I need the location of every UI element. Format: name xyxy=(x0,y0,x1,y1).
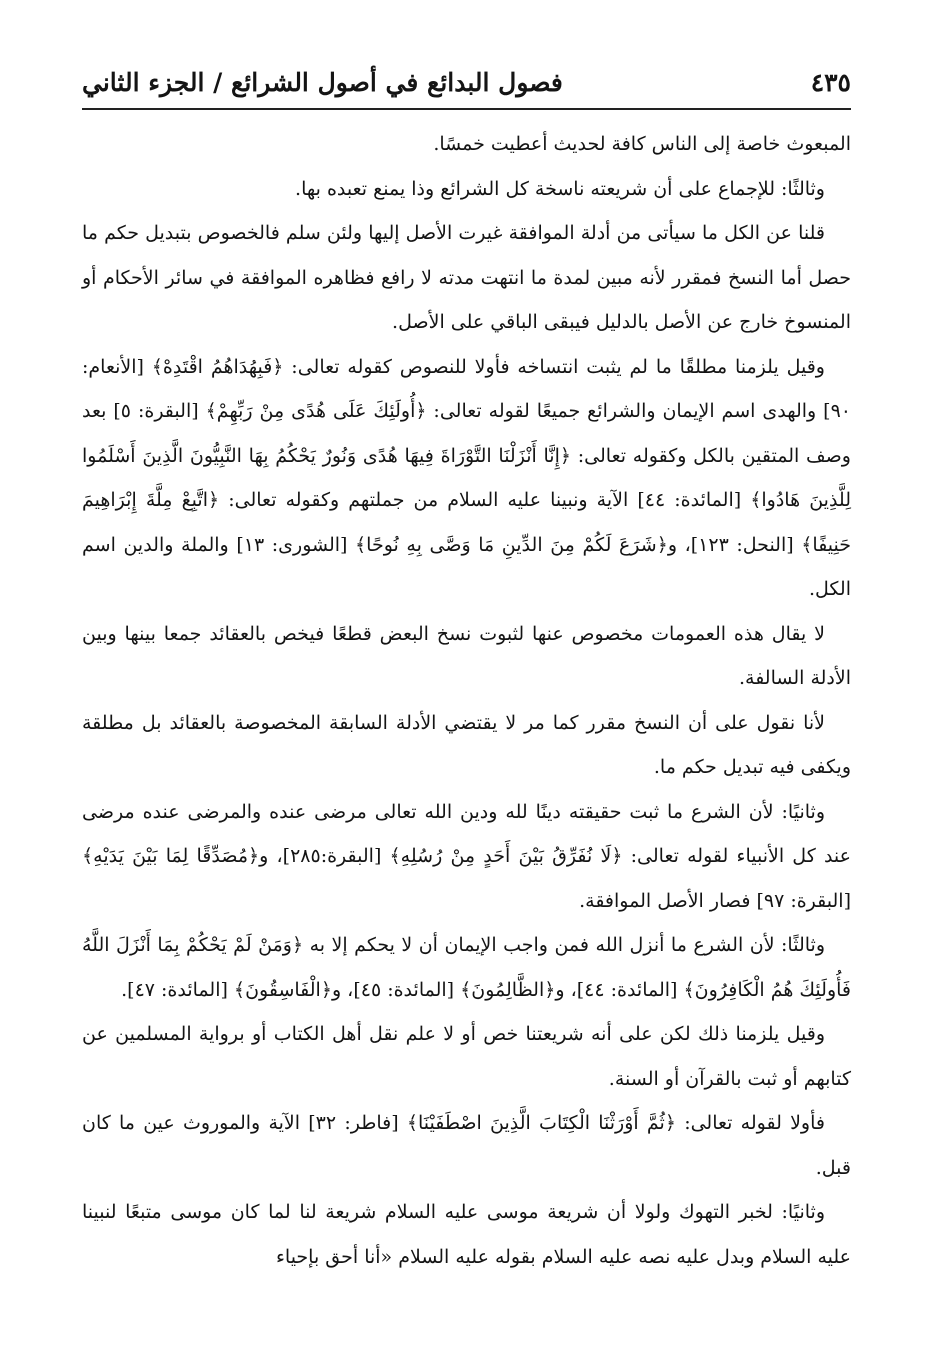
page-number: ٤٣٥ xyxy=(810,67,851,97)
paragraph: قلنا عن الكل ما سيأتى من أدلة الموافقة غيرت الأصل إليها ولئن سلم فالخصوص بتبديل حكم ما حصل أما النسخ فمقرر لأنه مبين لمدة ما انتهت مدته لا رافع فظاهره الموافقة في سائر الأحكام أو المنسوخ خارج عن الأصل بالدليل فيبقى الباقي على الأصل. xyxy=(82,222,851,333)
paragraph: لا يقال هذه العمومات مخصوص عنها لثبوت نسخ البعض قطعًا فيخص بالعقائد جمعا بينها وبين الأدلة السالفة. xyxy=(82,622,851,689)
paragraph: وقيل يلزمنا مطلقًا ما لم يثبت انتساخه فأولا للنصوص كقوله تعالى: ﴿فَبِهُدَاهُمُ اقْتَدِهْ﴾ [الأنعام: ٩٠] والهدى اسم الإيمان والشرائع جميعًا لقوله تعالى: ﴿أُولَئِكَ عَلَى هُدًى مِنْ رَبِّهِمْ﴾ [البقرة: ٥] بعد وصف المتقين بالكل وكقوله تعالى: ﴿إِنَّا أَنْزَلْنَا التَّوْرَاةَ فِيهَا هُدًى وَنُورٌ يَحْكُمُ بِهَا النَّبِيُّونَ الَّذِينَ أَسْلَمُوا لِلَّذِينَ هَادُوا﴾ [المائدة: ٤٤] الآية ونبينا عليه السلام من جملتهم وكقوله تعالى: ﴿اتَّبِعْ مِلَّةَ إِبْرَاهِيمَ حَنِيفًا﴾ [النحل: ١٢٣]، و﴿شَرَعَ لَكُمْ مِنَ الدِّينِ مَا وَصَّى بِهِ نُوحًا﴾ [الشورى: ١٣] والملة والدين اسم الكل. xyxy=(82,355,852,600)
page-header xyxy=(82,58,851,106)
paragraph: وقيل يلزمنا ذلك لكن على أنه شريعتنا خص أو لا علم نقل أهل الكتاب أو برواية المسلمين عن كتابهم أو ثبت بالقرآن أو السنة. xyxy=(82,1023,851,1090)
paragraph: لأنا نقول على أن النسخ مقرر كما مر لا يقتضي الأدلة السابقة المخصوصة بالعقائد بل مطلقة ويكفى فيه تبديل حكم ما. xyxy=(82,711,851,778)
paragraph: المبعوث خاصة إلى الناس كافة لحديث أعطيت خمسًا. xyxy=(433,133,851,155)
body-text xyxy=(82,122,851,1279)
paragraph: فأولا لقوله تعالى: ﴿ثُمَّ أَوْرَثْنَا الْكِتَابَ الَّذِينَ اصْطَفَيْنَا﴾ [فاطر: ٣٢] الآية والموروث عين ما كان قبل. xyxy=(82,1112,851,1179)
paragraph: وثالثًا: للإجماع على أن شريعته ناسخة كل الشرائع وذا يمنع تعبده بها. xyxy=(295,177,825,200)
header-rule xyxy=(82,108,851,110)
running-title: فصول البدائع في أصول الشرائع / الجزء الثاني xyxy=(82,67,563,97)
paragraph: وثانيًا: لخبر التهوك ولولا أن شريعة موسى عليه السلام شريعة لنا لما كان موسى متبعًا لنبينا عليه السلام وبدل عليه نصه عليه السلام بقوله عليه السلام «أنا أحق بإحياء xyxy=(82,1201,851,1268)
paragraph: وثالثًا: لأن الشرع ما أنزل الله فمن واجب الإيمان أن لا يحكم إلا به ﴿وَمَنْ لَمْ يَحْكُمْ بِمَا أَنْزَلَ اللَّهُ فَأُولَئِكَ هُمُ الْكَافِرُونَ﴾ [المائدة: ٤٤]، و﴿الظَّالِمُونَ﴾ [المائدة: ٤٥]، و﴿الْفَاسِقُونَ﴾ [المائدة: ٤٧]. xyxy=(82,934,851,1001)
paragraph: وثانيًا: لأن الشرع ما ثبت حقيقته دينًا لله ودين الله تعالى مرضى عنده والمرضى عنده مرضى عند كل الأنبياء لقوله تعالى: ﴿لَا نُفَرِّقُ بَيْنَ أَحَدٍ مِنْ رُسُلِهِ﴾ [البقرة:٢٨٥]، و﴿مُصَدِّقًا لِمَا بَيْنَ يَدَيْهِ﴾ [البقرة: ٩٧] فصار الأصل الموافقة. xyxy=(82,800,851,912)
